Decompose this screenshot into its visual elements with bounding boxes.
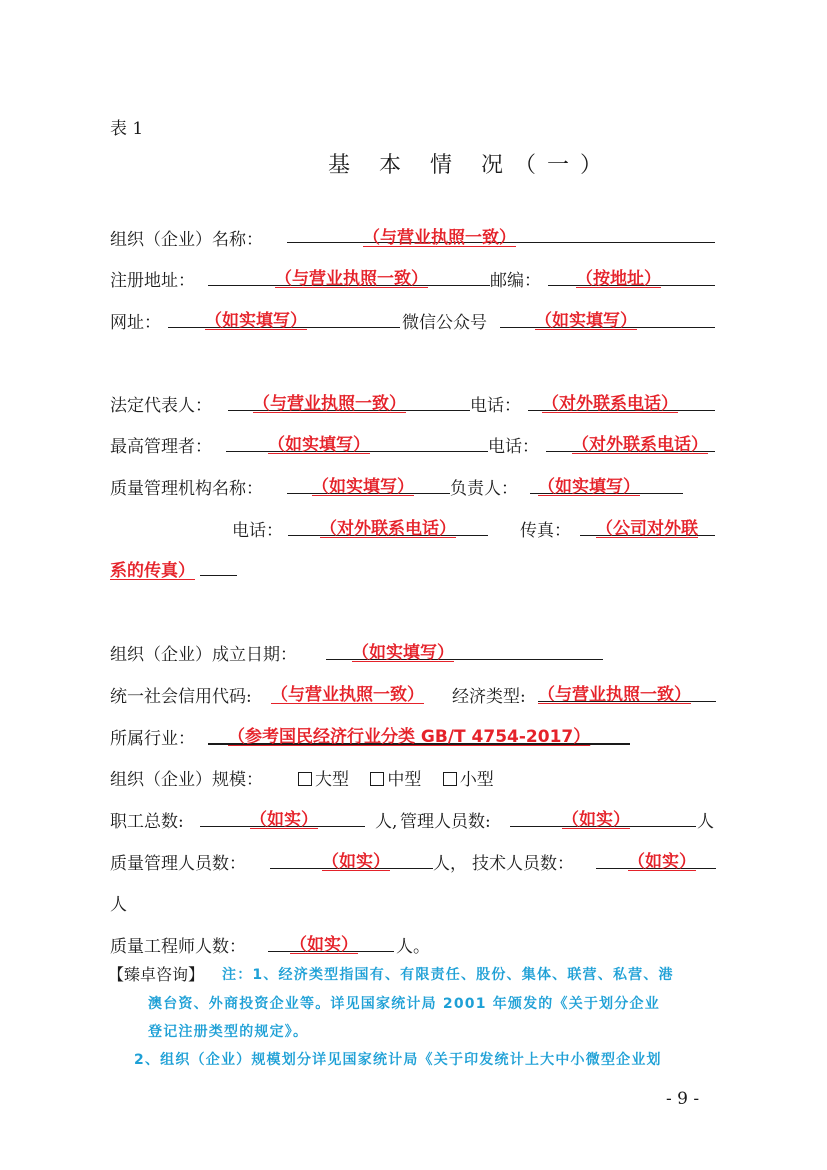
table-label: 表 1: [110, 119, 144, 139]
quality-fax-hint-1: （公司对外联: [596, 519, 698, 539]
industry-hint: （参考国民经济行业分类 GB/T 4754-2017）: [228, 727, 591, 747]
legal-rep-label: 法定代表人：: [110, 396, 212, 416]
econ-type-label: 经济类型:: [452, 687, 526, 707]
note-line-2: 澳台资、外商投资企业等。详见国家统计局 2001 年颁发的《关于划分企业: [148, 996, 660, 1012]
quality-staff-hint: （如实）: [322, 852, 390, 872]
founded-label: 组织（企业）成立日期：: [110, 645, 297, 665]
reg-address-label: 注册地址：: [110, 271, 195, 291]
quality-phone-label: 电话：: [232, 521, 283, 541]
legal-rep-hint: （与营业执照一致）: [253, 394, 406, 414]
scale-option-medium[interactable]: 中型: [370, 770, 421, 790]
checkbox-icon[interactable]: [298, 772, 312, 786]
checkbox-icon[interactable]: [370, 772, 384, 786]
legal-rep-phone-hint: （对外联系电话）: [542, 394, 678, 414]
website-hint: （如实填写）: [205, 311, 307, 331]
wechat-hint: （如实填写）: [535, 311, 637, 331]
org-name-hint: （与营业执照一致）: [363, 228, 516, 248]
quality-engineers-unit: 人。: [396, 937, 430, 957]
tech-staff-hint: （如实）: [628, 852, 696, 872]
quality-staff-unit: 人，: [433, 854, 467, 874]
quality-head-label: 负责人：: [450, 479, 518, 499]
mgmt-staff-label: 管理人员数:: [400, 812, 491, 832]
quality-engineers-label: 质量工程师人数：: [110, 937, 246, 957]
econ-type-field[interactable]: [538, 701, 716, 702]
postcode-hint: （按地址）: [576, 269, 661, 289]
quality-dept-hint: （如实填写）: [312, 477, 414, 497]
page-title: 基 本 情 况（一）: [328, 153, 613, 178]
mgmt-staff-unit: 人: [697, 812, 714, 832]
credit-code-hint: （与营业执照一致）: [271, 685, 424, 705]
checkbox-icon[interactable]: [443, 772, 457, 786]
website-label: 网址：: [110, 313, 161, 333]
scale-option-large[interactable]: 大型: [298, 770, 349, 790]
tech-staff-unit: 人: [110, 895, 127, 915]
postcode-label: 邮编：: [490, 271, 541, 291]
note-line-3: 登记注册类型的规定》。: [148, 1024, 309, 1040]
quality-fax-label: 传真：: [520, 521, 571, 541]
credit-code-label: 统一社会信用代码:: [110, 687, 252, 707]
legal-rep-phone-label: 电话：: [470, 396, 521, 416]
quality-dept-label: 质量管理机构名称：: [110, 479, 263, 499]
econ-type-hint: （与营业执照一致）: [538, 685, 691, 705]
note-line-1: 注：1、经济类型指国有、有限责任、股份、集体、联营、私营、港: [222, 967, 674, 983]
founded-hint: （如实填写）: [352, 643, 454, 663]
industry-label: 所属行业：: [110, 729, 195, 749]
top-manager-hint: （如实填写）: [268, 435, 370, 455]
mgmt-staff-hint: （如实）: [562, 810, 630, 830]
top-manager-phone-label: 电话：: [488, 437, 539, 457]
tech-staff-label: 技术人员数：: [472, 854, 574, 874]
staff-total-unit: 人,: [375, 812, 398, 832]
top-manager-label: 最高管理者：: [110, 437, 212, 457]
note-line-4: 2、组织（企业）规模划分详见国家统计局《关于印发统计上大中小微型企业划: [134, 1052, 662, 1068]
reg-address-hint: （与营业执照一致）: [275, 269, 428, 289]
quality-engineers-hint: （如实）: [290, 935, 358, 955]
quality-phone-hint: （对外联系电话）: [320, 519, 456, 539]
note-prefix: 【臻卓咨询】: [108, 965, 205, 984]
scale-options: [298, 765, 510, 790]
quality-fax-hint-2: 系的传真）: [110, 561, 195, 581]
scale-label: 组织（企业）规模：: [110, 770, 263, 790]
page-number: - 9 -: [666, 1089, 700, 1109]
quality-head-hint: （如实填写）: [538, 477, 640, 497]
quality-staff-label: 质量管理人员数：: [110, 854, 246, 874]
wechat-label: 微信公众号: [402, 313, 487, 333]
org-name-label: 组织（企业）名称：: [110, 230, 263, 250]
scale-option-small[interactable]: 小型: [443, 770, 494, 790]
staff-total-label: 职工总数:: [110, 812, 184, 832]
quality-fax-field-cont[interactable]: [200, 575, 237, 576]
top-manager-phone-hint: （对外联系电话）: [572, 435, 708, 455]
staff-total-hint: （如实）: [250, 810, 318, 830]
